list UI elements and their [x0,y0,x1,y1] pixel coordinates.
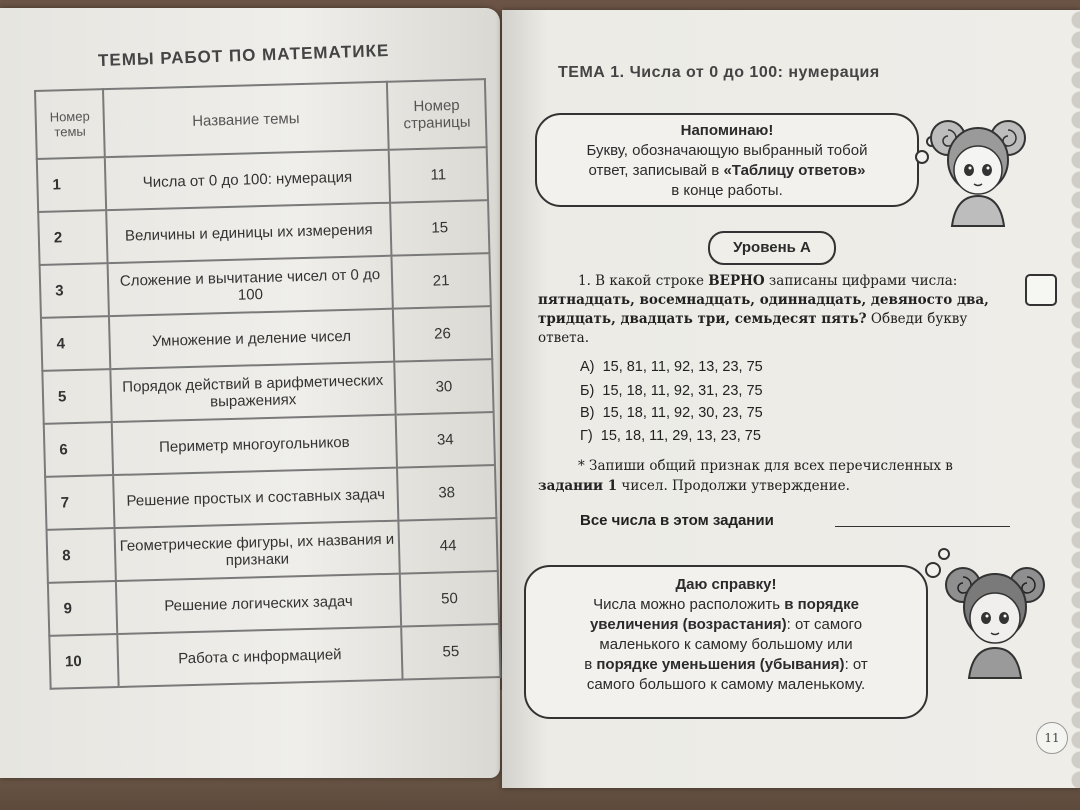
help-line-5: самого большого к самому маленькому. [586,676,866,693]
topic-number: 1 [37,157,106,212]
topic-number: 10 [49,634,118,689]
topic-name: Сложение и вычитание чисел от 0 до 100 [108,256,393,316]
option-label: Б) [580,383,595,399]
topic-name: Величины и единицы их измерения [106,203,391,263]
girl-illustration-bottom [945,555,1045,680]
help-text: : от [844,656,868,673]
topic-page: 26 [393,306,492,362]
help-text: в [584,656,593,673]
topic-number: 3 [40,263,109,318]
topic-page: 34 [396,412,495,468]
help-line-2 [526,615,926,635]
q1-mid: записаны цифрами числа: [768,273,958,289]
q1-bold-word: ВЕРНО [708,273,765,289]
option-c[interactable] [580,405,763,421]
option-label: Г) [580,428,593,444]
table-header-row [35,79,487,159]
topic-number: 9 [48,581,117,636]
topic-page: 55 [401,624,500,680]
topic-name: Геометрические фигуры, их названия и признаки [114,521,399,581]
page-number: 11 [1036,722,1068,754]
topic-name: Решение логических задач [116,574,401,634]
help-text: : от самого [786,616,863,633]
topic-number: 6 [44,422,113,477]
topic-page: 50 [400,571,499,627]
statement-prompt: Все числа в этом задании [580,512,774,529]
header-page-number: Номер страницы [387,79,487,150]
topic-page: 38 [397,465,496,521]
girl-illustration-top [930,108,1026,228]
topic-page: 21 [391,253,490,309]
topic-page: 11 [389,147,488,203]
topic-name: Умножение и деление чисел [109,309,394,369]
statement-answer-line[interactable] [835,526,1010,527]
topic-page: 44 [398,518,497,574]
answer-box[interactable] [1025,274,1057,306]
help-line-3: маленького к самому большому или [599,636,853,653]
header-topic-name: Название темы [103,82,389,157]
left-page [0,8,500,778]
help-bold: в порядке [784,596,859,613]
topic-name: Числа от 0 до 100: нумерация [105,150,390,210]
option-a[interactable] [580,359,763,375]
reminder-bubble [535,113,919,207]
header-topic-number: Номер темы [35,89,105,159]
help-line-1 [526,595,926,615]
q1-extra-bold: задании 1 [538,478,618,494]
reminder-line-1: Букву, обозначающую выбранный тобой [586,142,868,159]
option-d[interactable] [580,428,761,444]
page-border-decoration [1060,10,1080,788]
topic-number: 4 [41,316,110,371]
q1-tail: Обведи букву ответа. [538,311,968,346]
topic-number: 2 [38,210,107,265]
theme-title: ТЕМА 1. Числа от 0 до 100: нумерация [558,64,880,81]
option-label: А) [580,359,595,375]
topic-name: Периметр многоугольников [112,415,397,475]
contents-title: ТЕМЫ РАБОТ ПО МАТЕМАТИКЕ [97,40,390,71]
topics-table [34,78,502,690]
topic-name: Решение простых и составных задач [113,468,398,528]
help-text: Числа можно расположить [593,596,781,613]
help-bold: порядке уменьшения (убывания) [596,656,845,673]
option-values: 15, 18, 11, 29, 13, 23, 75 [600,428,761,444]
help-bold: увеличения (возрастания) [589,616,787,633]
question-1 [538,272,1010,348]
topics-body [37,147,501,689]
option-label: В) [580,405,595,421]
help-line-4 [526,655,926,675]
q1-extra-text-b: чисел. Продолжи утверждение. [621,478,850,494]
option-b[interactable] [580,383,763,399]
topic-number: 7 [45,475,114,530]
topic-number: 8 [47,528,116,583]
reminder-heading: Напоминаю! [680,122,774,139]
answer-table-ref: «Таблицу ответов» [723,162,866,179]
asterisk-mark: * [578,458,585,474]
topic-name: Работа с информацией [117,627,402,687]
option-values: 15, 18, 11, 92, 30, 23, 75 [602,405,763,421]
reminder-line-2 [537,161,917,181]
q1-number-words: пятнадцать, восемнадцать, одиннадцать, девяносто два, тридцать, двадцать три, семьдесят пять? [538,292,989,327]
level-badge: Уровень А [708,231,836,265]
reminder-text: ответ, записывай в [588,162,720,179]
q1-extra-text-a: Запиши общий признак для всех перечисленных в [589,458,953,474]
help-bubble [524,565,928,719]
help-heading: Даю справку! [675,576,777,593]
topic-page: 15 [390,200,489,256]
topic-number: 5 [42,369,111,424]
topic-page: 30 [394,359,493,415]
reminder-line-3: в конце работы. [671,182,783,199]
option-values: 15, 81, 11, 92, 13, 23, 75 [602,359,763,375]
question-1-extra [538,456,1010,496]
table-row [49,624,500,689]
option-values: 15, 18, 11, 92, 31, 23, 75 [602,383,763,399]
topic-name: Порядок действий в арифметических выражениях [110,362,395,422]
q1-lead: 1. В какой строке [578,273,704,289]
